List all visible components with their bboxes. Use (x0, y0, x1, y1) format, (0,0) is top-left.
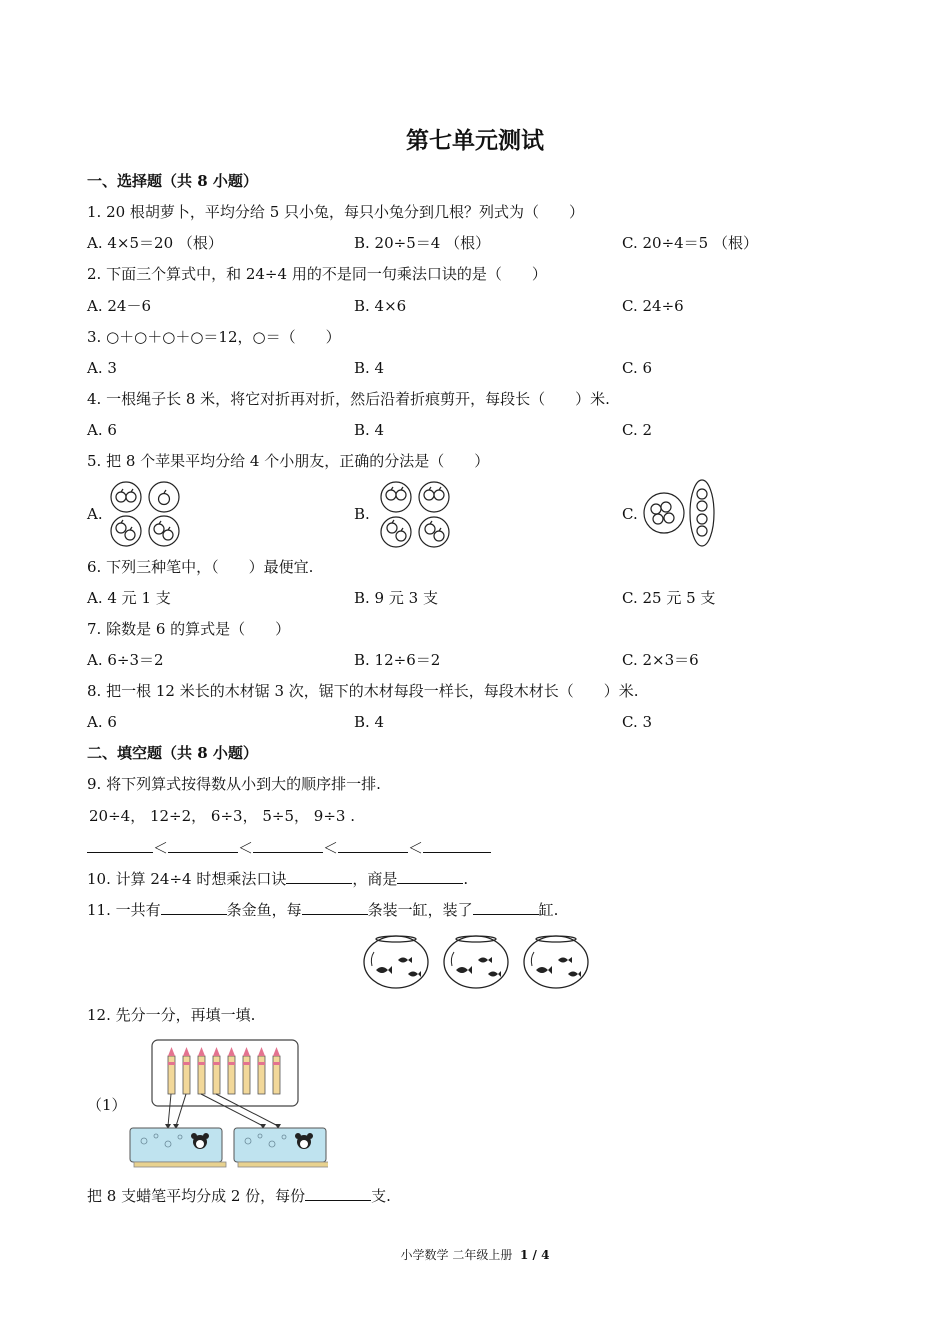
crayon-division-figure (128, 1038, 328, 1172)
q12-text: 把 8 支蜡笔平均分成 2 份，每份 (87, 1187, 306, 1205)
q1-option-a: A. 4×5＝20 （根） (87, 234, 223, 252)
q1-option-c: C. 20÷4＝5 （根） (622, 234, 758, 252)
q2-option-c: C. 24÷6 (622, 297, 684, 315)
q3-option-b: B. 4 (354, 359, 385, 377)
less-than-sign: ＜ (153, 839, 169, 857)
q6-option-b: B. 9 元 3 支 (354, 589, 438, 607)
answer-blank[interactable] (473, 899, 539, 915)
q9-expressions: 20÷4， 12÷2， 6÷3， 5÷5， 9÷3 . (89, 807, 355, 825)
q12-subpart-label: （1） (87, 1096, 127, 1114)
apple-grouping-a-figure (108, 480, 184, 548)
less-than-sign: ＜ (408, 839, 424, 857)
question-12: 12. 先分一分，再填一填. (87, 1006, 256, 1024)
q10-text: . (463, 870, 469, 888)
apple-grouping-c-figure (642, 476, 720, 550)
page-title: 第七单元测试 (406, 127, 544, 154)
q5-option-a: A. (87, 505, 103, 523)
answer-blank[interactable] (302, 899, 368, 915)
q2-option-a: A. 24－6 (87, 297, 151, 315)
answer-blank[interactable] (305, 1185, 371, 1201)
answer-blank[interactable] (168, 837, 238, 853)
question-2: 2. 下面三个算式中，和 24÷4 用的不是同一句乘法口诀的是（ ） (87, 265, 547, 283)
question-7: 7. 除数是 6 的算式是（ ） (87, 620, 291, 638)
apple-grouping-b-figure (378, 480, 454, 550)
question-10 (87, 868, 468, 889)
q3-option-c: C. 6 (622, 359, 653, 377)
question-4: 4. 一根绳子长 8 米，将它对折再对折，然后沿着折痕剪开，每段长（ ）米. (87, 390, 610, 408)
page-number: 1 / 4 (520, 1248, 550, 1262)
q6-option-a: A. 4 元 1 支 (87, 589, 171, 607)
q4-option-b: B. 4 (354, 421, 385, 439)
footer-subject: 小学数学 二年级上册 (400, 1248, 513, 1262)
q2-option-b: B. 4×6 (354, 297, 407, 315)
answer-blank[interactable] (87, 837, 153, 853)
q10-text: 10. 计算 24÷4 时想乘法口诀 (87, 870, 287, 888)
q6-option-c: C. 25 元 5 支 (622, 589, 716, 607)
q7-option-b: B. 12÷6＝2 (354, 651, 441, 669)
answer-blank[interactable] (253, 837, 323, 853)
less-than-sign: ＜ (323, 839, 339, 857)
q11-text: 11. 一共有 (87, 901, 161, 919)
question-6: 6. 下列三种笔中，（ ）最便宜. (87, 558, 314, 576)
q3-option-a: A. 3 (87, 359, 117, 377)
section-heading-fill: 二、填空题（共 8 小题） (87, 744, 258, 762)
answer-blank[interactable] (423, 837, 491, 853)
less-than-sign: ＜ (238, 839, 254, 857)
question-11 (87, 899, 558, 920)
q11-text: 条装一缸，装了 (367, 901, 473, 919)
q7-option-c: C. 2×3＝6 (622, 651, 699, 669)
q7-option-a: A. 6÷3＝2 (87, 651, 164, 669)
question-8: 8. 把一根 12 米长的木材锯 3 次，锯下的木材每段一样长，每段木材长（ ）米. (87, 682, 639, 700)
q4-option-c: C. 2 (622, 421, 653, 439)
section-heading-choice: 一、选择题（共 8 小题） (87, 172, 258, 190)
question-3: 3. ○＋○＋○＋○＝12，○＝（ ） (87, 328, 341, 346)
fish-bowls-figure (362, 932, 590, 990)
question-1: 1. 20 根胡萝卜，平均分给 5 只小兔，每只小兔分到几根？列式为（ ） (87, 203, 585, 221)
q4-option-a: A. 6 (87, 421, 117, 439)
q8-option-a: A. 6 (87, 713, 117, 731)
q5-option-c: C. (622, 505, 638, 523)
q9-ordering-blanks (87, 837, 491, 858)
q8-option-b: B. 4 (354, 713, 385, 731)
answer-blank[interactable] (338, 837, 408, 853)
page-footer (0, 1245, 950, 1265)
q12-answer-line (87, 1185, 391, 1206)
q8-option-c: C. 3 (622, 713, 653, 731)
answer-blank[interactable] (286, 868, 352, 884)
answer-blank[interactable] (397, 868, 463, 884)
q10-text: ，商是 (352, 870, 398, 888)
q11-text: 条金鱼，每 (226, 901, 302, 919)
answer-blank[interactable] (161, 899, 227, 915)
q5-option-b: B. (354, 505, 370, 523)
question-5: 5. 把 8 个苹果平均分给 4 个小朋友，正确的分法是（ ） (87, 452, 490, 470)
q11-text: 缸. (538, 901, 559, 919)
question-9: 9. 将下列算式按得数从小到大的顺序排一排. (87, 775, 381, 793)
q12-text: 支. (371, 1187, 391, 1205)
q1-option-b: B. 20÷5＝4 （根） (354, 234, 491, 252)
